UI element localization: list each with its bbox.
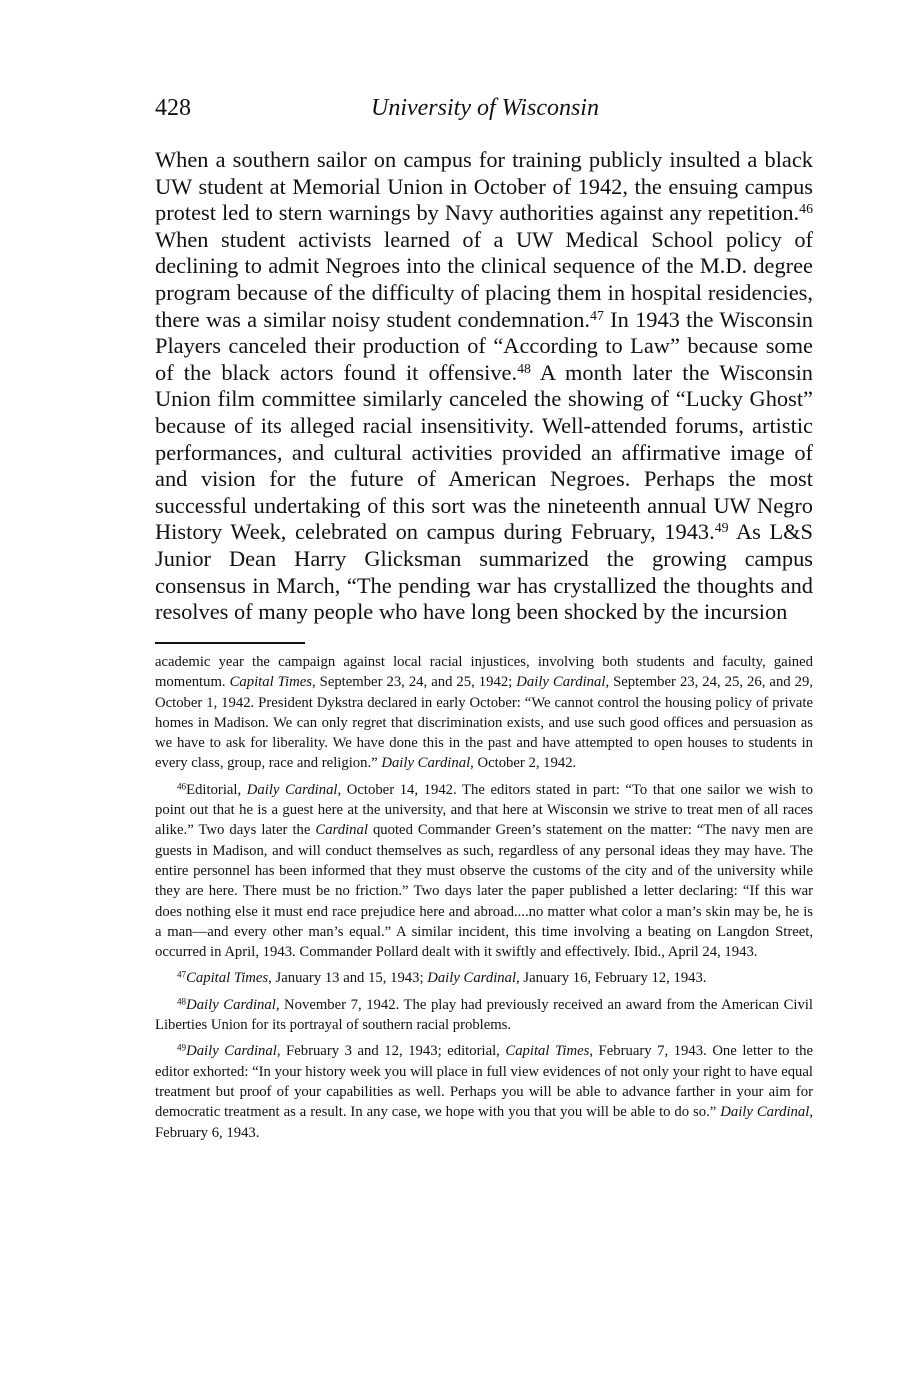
page-header xyxy=(155,92,815,124)
footnote-ref-48: 48 xyxy=(517,361,531,377)
footnote-citation: Capital Times xyxy=(186,970,269,987)
footnote-citation: Cardinal xyxy=(315,822,368,839)
page-number: 428 xyxy=(155,95,191,121)
body-text-segment: A month later the Wisconsin Union film committee similarly canceled the showing of “Lucky Ghost” because of its alleged racial insensitivity. Well-attended forums, artistic performances, and cultural activities provided an affirmative image of and vision for the future of American Negroes. Perhaps the most successful undertaking of this sort was the nineteenth annual UW Negro History Week, celebrated on campus during February, 1943. xyxy=(155,359,813,545)
footnote-text: Editorial, xyxy=(186,781,247,798)
footnote-number: 48 xyxy=(177,996,187,1007)
body-text-segment: As L&S Junior Dean Harry Glicksman summarized the growing campus consensus in March, “The pending war has crystallized the thoughts and resolves of many people who have long been shocked by the incursion xyxy=(155,519,813,625)
footnote-citation: Daily Cardinal xyxy=(381,755,471,772)
body-text-segment: When student activists learned of a UW Medical School policy of declining to admit Negroes into the clinical sequence of the M.D. degree program because of the difficulty of placing them in hospital residencies, there was a similar noisy student condemnation. xyxy=(155,226,813,332)
footnote-text: , February 6, 1943. xyxy=(155,1104,813,1141)
footnote-number: 49 xyxy=(177,1042,187,1053)
footnote-text: , October 14, 1942. The editors stated in part: “To that one sailor we wish to point out that he is a guest here at the university, and that here at Wisconsin we strive to treat men of all races alike.” Two days later the xyxy=(155,781,813,839)
footnote-number: 46 xyxy=(177,781,187,792)
footnote-text: , February 7, 1943. One letter to the editor exhorted: “In your history week you will place in full view evidences of not only your right to have equal treatment but proof of your capabilities as well. Perhaps you will be able to advance farther in your aim for democratic treatment as a result. In any case, we hope with you that you will be able to do so.” xyxy=(155,1043,814,1121)
body-text-segment: When a southern sailor on campus for training publicly insulted a black UW student at Memorial Union in October of 1942, the ensuing campus protest led to stern warnings by Navy authorities against any repetition. xyxy=(155,147,813,226)
footnote-citation: Daily Cardinal xyxy=(246,781,338,798)
footnote-divider xyxy=(155,642,305,644)
footnote-text: , January 16, February 12, 1943. xyxy=(516,970,707,987)
footnote-49 xyxy=(155,1041,813,1142)
footnote-citation: Daily Cardinal xyxy=(720,1104,810,1121)
footnote-citation: Daily Cardinal xyxy=(516,674,606,691)
footnote-text: , February 3 and 12, 1943; editorial, xyxy=(276,1043,506,1060)
footnotes xyxy=(155,652,813,1143)
footnote-text: , September 23, 24, 25, 26, and 29, October 1, 1942. President Dykstra declared in early October: “We cannot control the housing policy of private homes in Madison. We can only regret that discrimination exists, and use such good offices and persuasion as we have to ask for liberality. We have done this in the past and have attempted to open houses to students in every class, group, race and religion.” xyxy=(155,674,813,772)
footnote-47 xyxy=(155,968,813,988)
footnote-text: , September 23, 24, and 25, 1942; xyxy=(311,674,517,691)
body-text-segment: In 1943 the Wisconsin Players canceled their production of “According to Law” because some of the black actors found it offensive. xyxy=(155,306,813,385)
footnote-citation: Daily Cardinal xyxy=(186,1043,277,1060)
footnote-continued xyxy=(155,652,813,774)
footnote-number: 47 xyxy=(177,969,187,980)
footnote-citation: Daily Cardinal xyxy=(427,970,517,987)
footnote-48 xyxy=(155,995,813,1036)
footnote-46 xyxy=(155,780,813,963)
footnote-ref-49: 49 xyxy=(714,521,729,537)
footnote-text: , October 2, 1942. xyxy=(470,755,577,772)
footnote-text: academic year the campaign against local racial injustices, involving both students and faculty, gained momentum. xyxy=(155,654,813,691)
footnote-citation: Daily Cardinal xyxy=(186,996,276,1013)
footnote-ref-46: 46 xyxy=(799,202,813,218)
body-paragraph xyxy=(155,147,813,626)
running-title: University of Wisconsin xyxy=(371,95,599,121)
footnote-text: quoted Commander Green’s statement on the matter: “The navy men are guests in Madison, and will conduct themselves as such, regardless of any personal ideas they may have. The entire personnel has been informed that they must observe the customs of the city and of the university while they are here. There must be no friction.” Two days later the paper published a letter declaring: “If this war does nothing else it must end race prejudice here and abroad....no matter what color a man’s skin may be, he is a man—and every other man’s equal.” A similar incident, this time involving a beating on Langdon Street, occurred in April, 1943. Commander Pollard dealt with it swiftly and effectively. Ibid., April 24, 1943. xyxy=(155,822,813,961)
footnote-text: , November 7, 1942. The play had previously received an award from the American Civil Liberties Union for its portrayal of southern racial problems. xyxy=(155,996,813,1034)
footnote-text: , January 13 and 15, 1943; xyxy=(268,970,428,987)
footnote-citation: Capital Times xyxy=(505,1043,590,1060)
footnote-ref-47: 47 xyxy=(590,308,604,324)
footnote-citation: Capital Times xyxy=(229,674,312,691)
